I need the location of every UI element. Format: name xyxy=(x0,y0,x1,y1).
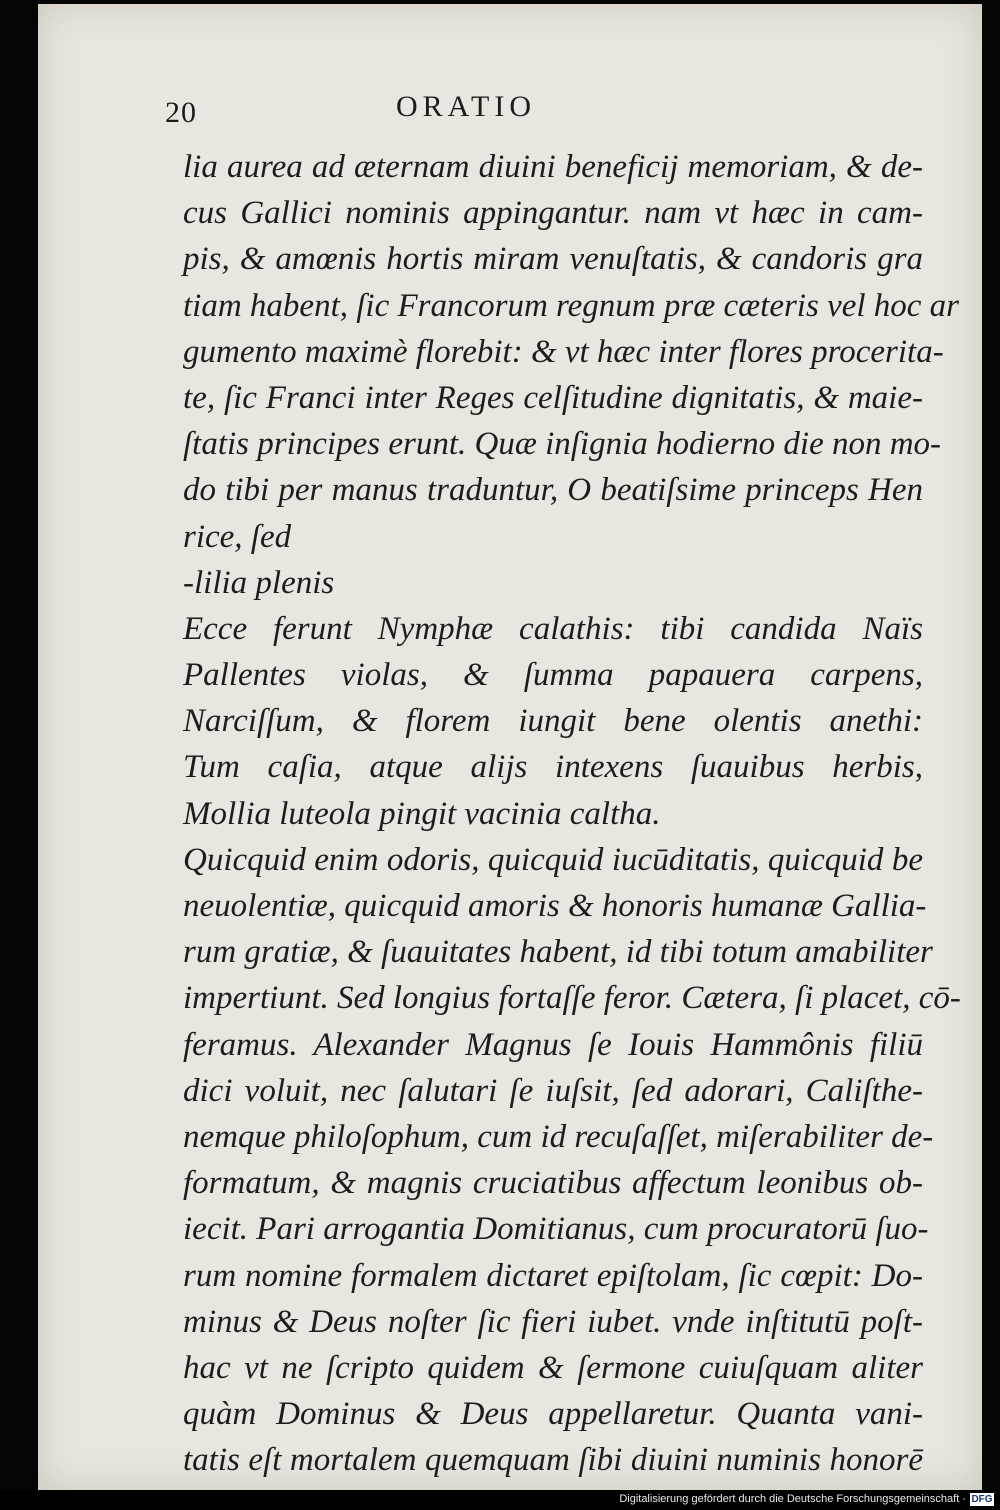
text-line: tiam habent, ſic Francorum regnum præ cæteris vel hoc ar xyxy=(183,287,960,324)
text-line: Quicquid enim odoris, quicquid iucūditatis, quicquid be xyxy=(183,841,923,878)
text-line: Narciſſum, & florem iungit bene olentis anethi: xyxy=(183,703,923,740)
dfg-logo: DFG xyxy=(971,1494,993,1505)
book-page xyxy=(38,4,982,1490)
running-title: ORATIO xyxy=(396,90,536,123)
text-line: do tibi per manus traduntur, O beatiſsime princeps Hen xyxy=(183,472,923,509)
text-line: Pallentes violas, & ſumma papauera carpens, xyxy=(183,657,923,694)
running-head xyxy=(38,90,982,130)
text-line: Tum caſia, atque alijs intexens ſuauibus herbis, xyxy=(183,749,923,786)
text-line: pis, & amœnis hortis miram venuſtatis, & candoris gra xyxy=(183,241,923,278)
text-line: dici voluit, nec ſalutari ſe iuſsit, ſed adorari, Caliſthe- xyxy=(183,1072,923,1109)
text-line: formatum, & magnis cruciatibus affectum leonibus ob- xyxy=(183,1165,923,1202)
text-line: ſtatis principes erunt. Quæ inſignia hodierno die non mo- xyxy=(183,426,942,463)
text-line: feramus. Alexander Magnus ſe Iouis Hammônis filiū xyxy=(183,1026,923,1063)
page-number: 20 xyxy=(165,96,197,129)
text-line: te, ſic Franci inter Reges celſitudine dignitatis, & maie- xyxy=(183,379,923,416)
text-line: Mollia luteola pingit vacinia caltha. xyxy=(183,795,661,832)
text-line: -lilia plenis xyxy=(183,564,335,601)
text-line: rice, ſed xyxy=(183,518,292,555)
text-line: gumento maximè florebit: & vt hæc inter flores procerita- xyxy=(183,333,944,370)
digitization-credit: Digitalisierung gefördert durch die Deutsche Forschungsgemeinschaft · xyxy=(619,1493,966,1505)
text-line: cus Gallici nominis appingantur. nam vt hæc in cam- xyxy=(183,195,923,232)
text-line: tatis eſt mortalem quemquam ſibi diuini numinis honorē xyxy=(183,1442,923,1479)
text-line: Ecce ferunt Nymphæ calathis: tibi candida Naïs xyxy=(183,610,923,647)
text-line: minus & Deus noſter ſic fieri iubet. vnde inſtitutū poſt- xyxy=(183,1303,923,1340)
text-line: iecit. Pari arrogantia Domitianus, cum procuratorū ſuo- xyxy=(183,1211,929,1248)
text-line: rum nomine formalem dictaret epiſtolam, ſic cœpit: Do- xyxy=(183,1257,923,1294)
text-line: rum gratiæ, & ſuauitates habent, id tibi totum amabiliter xyxy=(183,934,933,971)
text-line: quàm Dominus & Deus appellaretur. Quanta vani- xyxy=(183,1396,923,1433)
text-line: impertiunt. Sed longius fortaſſe feror. Cætera, ſi placet, cō- xyxy=(183,980,961,1017)
text-line: lia aurea ad æternam diuini beneficij memoriam, & de- xyxy=(183,149,923,185)
text-line: hac vt ne ſcripto quidem & ſermone cuiuſquam aliter xyxy=(183,1349,923,1386)
body-text xyxy=(183,144,961,1483)
text-line: neuolentiæ, quicquid amoris & honoris humanæ Gallia- xyxy=(183,888,927,924)
text-line: nemque philoſophum, cum id recuſaſſet, miſerabiliter de- xyxy=(183,1118,934,1155)
